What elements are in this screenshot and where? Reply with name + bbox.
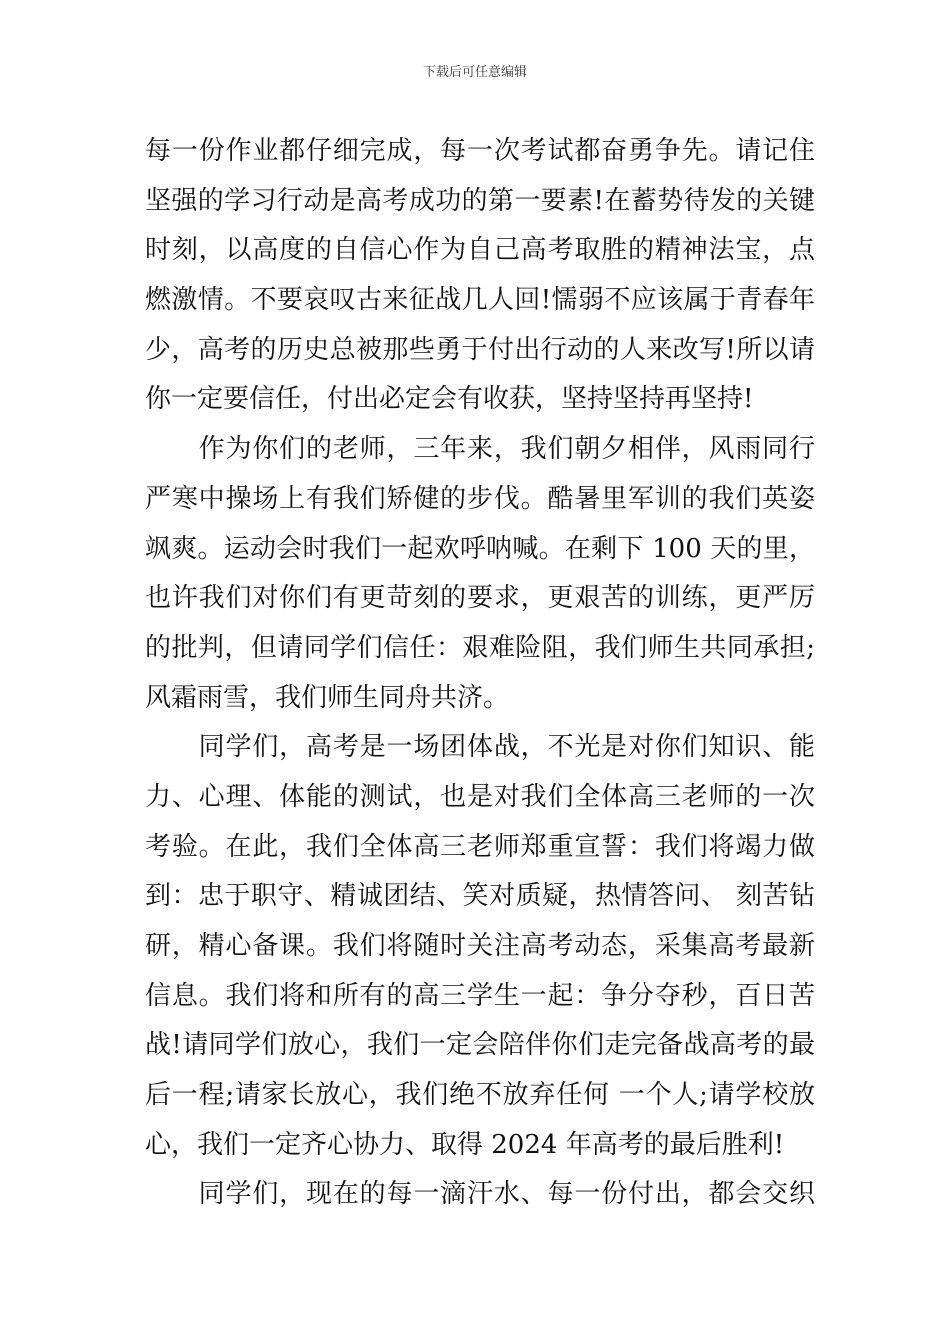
- text-line: 考验。在此，我们全体高三老师郑重宣誓：我们将竭力做: [145, 831, 815, 862]
- text-line: 的批判，但请同学们信任：艰难险阻，我们师生共同承担;: [145, 632, 815, 663]
- text-line: 同学们，高考是一场团体战，不光是对你们知识、能: [145, 732, 815, 763]
- text-line: 力、心理、体能的测试，也是对我们全体高三老师的一次: [145, 781, 815, 812]
- text-line: 后一程;请家长放心，我们绝不放弃任何 一个人;请学校放: [145, 1080, 815, 1111]
- page-header: 下载后可任意编辑: [422, 65, 527, 80]
- text-line: 风霜雨雪，我们师生同舟共济。: [145, 682, 510, 713]
- text-line: 到：忠于职守、精诚团结、笑对质疑，热情答问、 刻苦钻: [145, 881, 815, 912]
- text-line: 同学们，现在的每一滴汗水、每一份付出，都会交织: [145, 1179, 815, 1210]
- text-line: 少，高考的历史总被那些勇于付出行动的人来改写!所以请: [145, 334, 815, 365]
- text-line: 飒爽。运动会时我们一起欢呼呐喊。在剩下 100 天的里，: [145, 533, 815, 564]
- text-line: 战!请同学们放心，我们一定会陪伴你们走完备战高考的最: [145, 1030, 815, 1061]
- text-line: 坚强的学习行动是高考成功的第一要素!在蓄势待发的关键: [145, 185, 815, 216]
- text-line: 燃激情。不要哀叹古来征战几人回!懦弱不应该属于青春年: [145, 285, 815, 316]
- document-body: [145, 127, 815, 1220]
- text-line: 严寒中操场上有我们矫健的步伐。酷暑里军训的我们英姿: [145, 483, 815, 514]
- text-line: 心，我们一定齐心协力、取得 2024 年高考的最后胜利!: [145, 1129, 785, 1160]
- text-line: 你一定要信任，付出必定会有收获，坚持坚持再坚持!: [145, 384, 754, 415]
- text-line: 时刻，以高度的自信心作为自己高考取胜的精神法宝，点: [145, 235, 815, 266]
- text-line: 研，精心备课。我们将随时关注高考动态，采集高考最新: [145, 931, 815, 961]
- text-line: 也许我们对你们有更苛刻的要求，更艰苦的训练，更严厉: [145, 583, 815, 614]
- text-line: 信息。我们将和所有的高三学生一起：争分夺秒，百日苦: [145, 980, 815, 1011]
- text-line: 作为你们的老师，三年来，我们朝夕相伴，风雨同行: [145, 434, 815, 465]
- text-line: 每一份作业都仔细完成，每一次考试都奋勇争先。请记住: [145, 136, 815, 166]
